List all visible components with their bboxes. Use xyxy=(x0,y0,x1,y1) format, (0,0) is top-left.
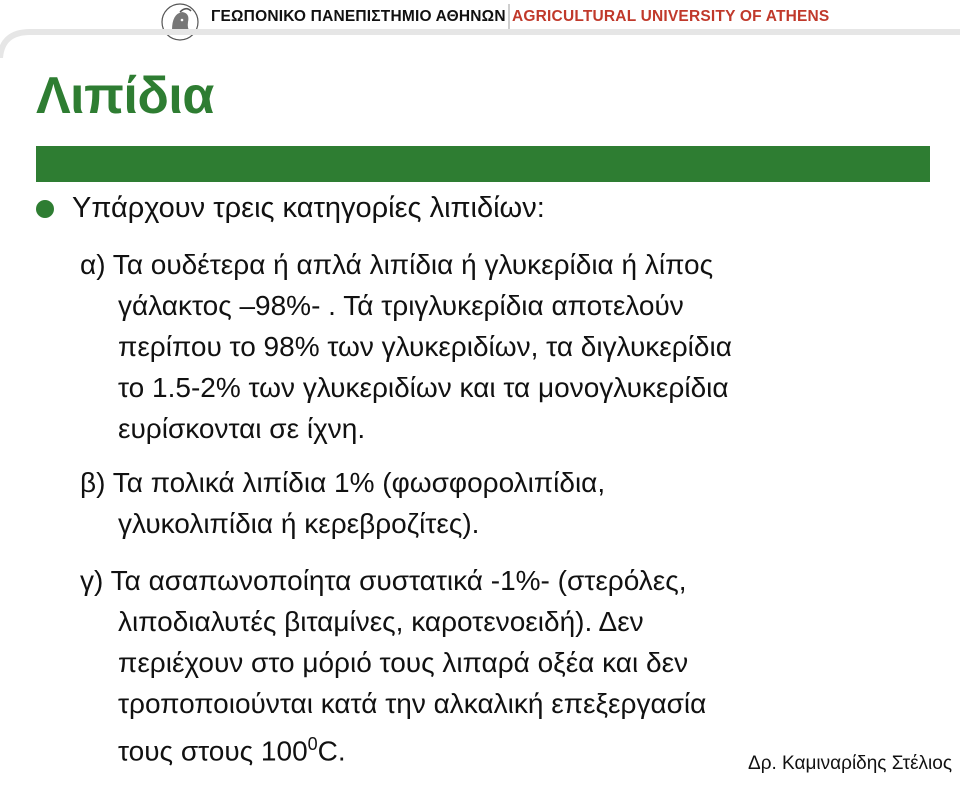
paragraph-c-last-line xyxy=(80,724,706,771)
degree-superscript: 0 xyxy=(307,734,318,754)
author-signature: Δρ. Καμιναρίδης Στέλιος xyxy=(748,753,952,774)
last-line-suffix: C. xyxy=(317,735,346,767)
slide-frame-decoration xyxy=(0,28,960,58)
slide-title: Λιπίδια xyxy=(36,67,214,125)
university-name-greek: ΓΕΩΠΟΝΙΚΟ ΠΑΝΕΠΙΣΤΗΜΙΟ ΑΘΗΝΩΝ xyxy=(208,6,509,28)
paragraph-b-line: γλυκολιπίδια ή κερεβροζίτες). xyxy=(118,508,480,539)
paragraph-c-line: τροποποιούνται κατά την αλκαλική επεξεργασία xyxy=(118,688,707,719)
university-name-english: AGRICULTURAL UNIVERSITY OF ATHENS xyxy=(512,8,830,25)
paragraph-c xyxy=(80,560,706,771)
bullet-item xyxy=(36,192,545,225)
paragraph-c-line: λιποδιαλυτές βιταμίνες, καροτενοειδή). Δεν xyxy=(118,606,644,637)
bullet-dot-icon xyxy=(36,200,54,218)
paragraph-c-line: γ) Τα ασαπωνοποίητα συστατικά -1%- (στερόλες, xyxy=(80,565,687,596)
paragraph-a-line: ευρίσκονται σε ίχνη. xyxy=(118,413,366,444)
paragraph-b xyxy=(80,462,605,544)
last-line-prefix: τους στους 100 xyxy=(118,735,308,767)
paragraph-c-line: περιέχουν στο μόριό τους λιπαρά οξέα και δεν xyxy=(118,647,689,678)
paragraph-a-line: περίπου το 98% των γλυκεριδίων, τα διγλυκερίδια xyxy=(118,331,732,362)
paragraph-a-line: το 1.5-2% των γλυκεριδίων και τα μονογλυκερίδια xyxy=(118,372,729,403)
title-underline-bar xyxy=(36,146,930,182)
bullet-text: Υπάρχουν τρεις κατηγορίες λιπιδίων: xyxy=(72,192,545,224)
paragraph-b-line: β) Τα πολικά λιπίδια 1% (φωσφορολιπίδια, xyxy=(80,467,606,498)
paragraph-a-line: γάλακτος –98%- . Τά τριγλυκερίδια αποτελούν xyxy=(118,290,684,321)
paragraph-a-line: α) Τα ουδέτερα ή απλά λιπίδια ή γλυκερίδια ή λίπος xyxy=(80,249,714,280)
header-divider xyxy=(508,4,510,30)
paragraph-a xyxy=(80,244,732,449)
